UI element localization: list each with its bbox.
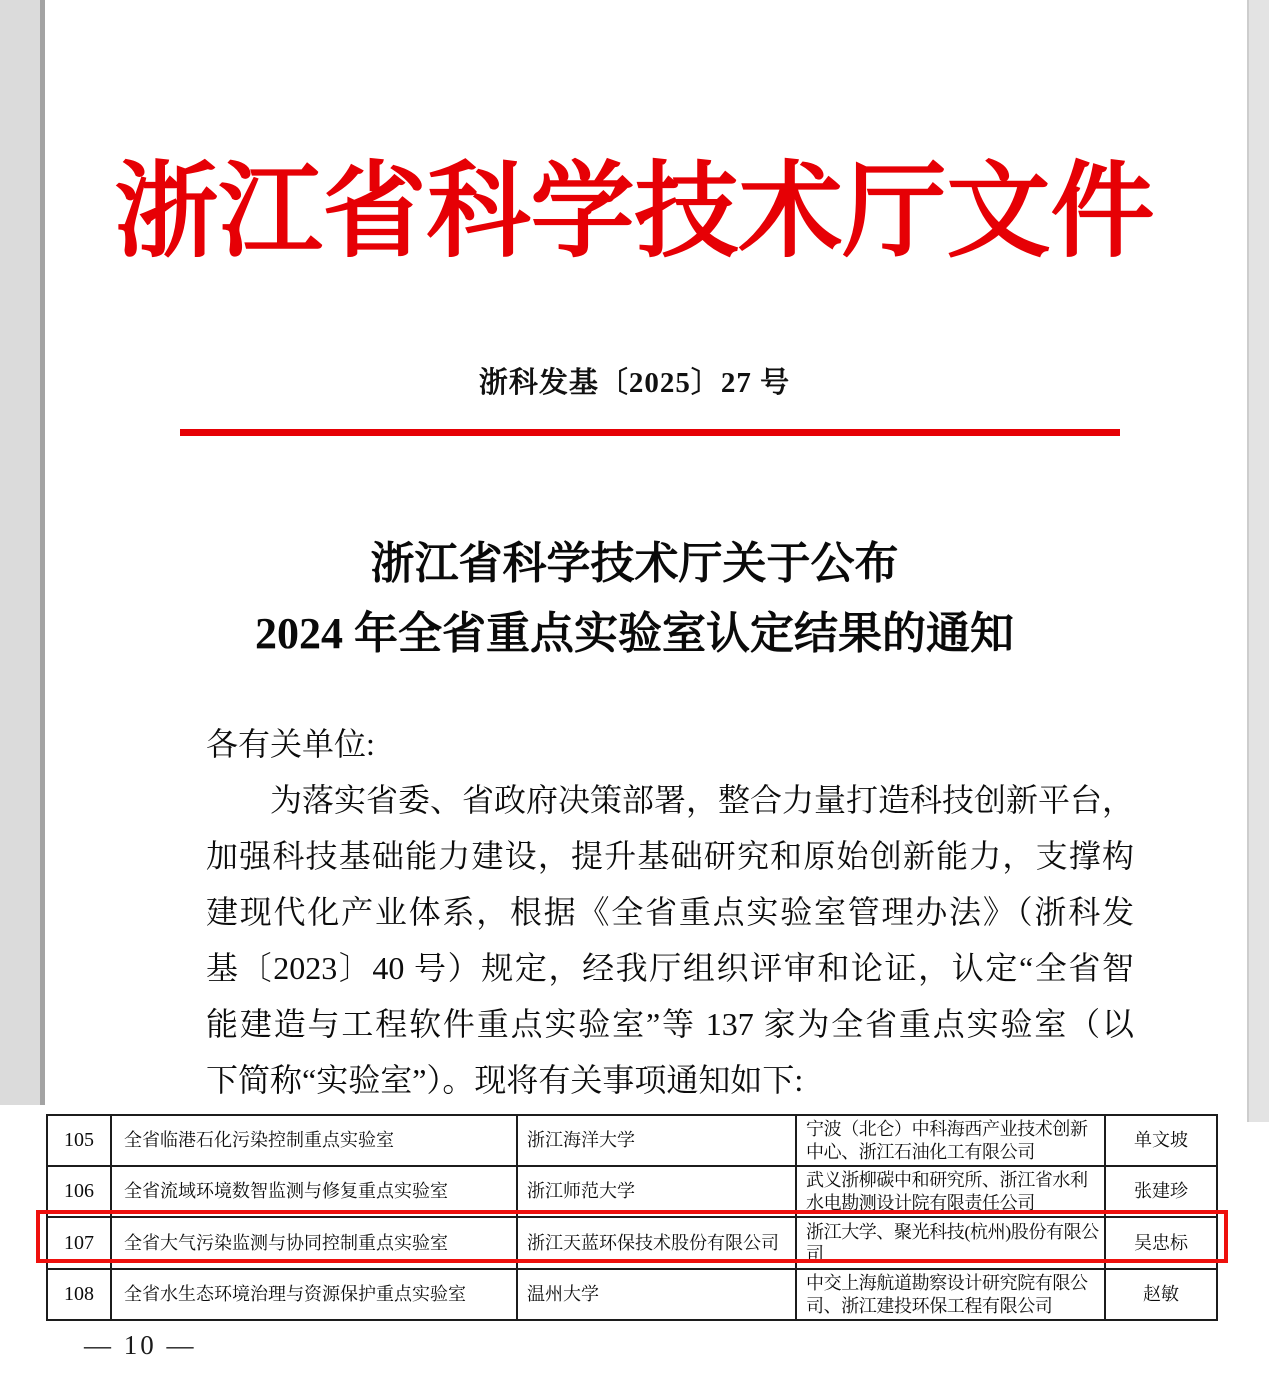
body-line: 为落实省委、省政府决策部署，整合力量打造科技创新平台， <box>270 782 1135 818</box>
body-line: 能建造与工程软件重点实验室”等 137 家为全省重点实验室（以 <box>206 1006 1134 1042</box>
letterhead-red-rule <box>180 429 1120 436</box>
cell-seq: 108 <box>47 1269 111 1320</box>
notice-title-line1: 浙江省科学技术厅关于公布 <box>370 539 899 588</box>
table-row <box>47 1166 1217 1217</box>
document-number: 浙科发基〔2025〕27 号 <box>478 367 791 399</box>
cell-director: 赵敏 <box>1105 1269 1217 1320</box>
body-line: 基〔2023〕40 号）规定，经我厅组织评审和论证，认定“全省智 <box>206 950 1134 986</box>
page-number: — 10 — <box>84 1330 197 1360</box>
letterhead-title: 浙江省科学技术厅文件 <box>114 155 1155 270</box>
notice-body <box>206 716 1134 1108</box>
body-line: 下简称“实验室”）。现将有关事项通知如下: <box>206 1062 804 1098</box>
cell-institution: 浙江海洋大学 <box>517 1115 796 1166</box>
body-line: 建现代化产业体系，根据《全省重点实验室管理办法》（浙科发 <box>206 894 1134 930</box>
cell-partners: 宁波（北仑）中科海西产业技术创新中心、浙江石油化工有限公司 <box>796 1115 1105 1166</box>
cell-seq: 106 <box>47 1166 111 1217</box>
cell-director: 吴忠标 <box>1105 1217 1217 1269</box>
salutation: 各有关单位: <box>206 726 375 762</box>
table-row-highlighted <box>47 1217 1217 1269</box>
cell-lab-name: 全省大气污染监测与协同控制重点实验室 <box>111 1217 517 1269</box>
cell-partners: 中交上海航道勘察设计研究院有限公司、浙江建投环保工程有限公司 <box>796 1269 1105 1320</box>
cell-lab-name: 全省水生态环境治理与资源保护重点实验室 <box>111 1269 517 1320</box>
cell-seq: 105 <box>47 1115 111 1166</box>
cell-partners: 浙江大学、聚光科技(杭州)股份有限公司 <box>796 1217 1105 1269</box>
cell-lab-name: 全省流域环境数智监测与修复重点实验室 <box>111 1166 517 1217</box>
cell-institution: 浙江天蓝环保技术股份有限公司 <box>517 1217 796 1269</box>
cell-director: 单文坡 <box>1105 1115 1217 1166</box>
table-row <box>47 1115 1217 1166</box>
key-labs-table <box>46 1114 1218 1321</box>
cell-institution: 浙江师范大学 <box>517 1166 796 1217</box>
body-line: 加强科技基础能力建设，提升基础研究和原始创新能力，支撑构 <box>206 838 1134 874</box>
cell-partners: 武义浙柳碳中和研究所、浙江省水利水电勘测设计院有限责任公司 <box>796 1166 1105 1217</box>
cell-institution: 温州大学 <box>517 1269 796 1320</box>
cell-seq: 107 <box>47 1217 111 1269</box>
notice-title-line2: 2024 年全省重点实验室认定结果的通知 <box>255 609 1014 658</box>
cell-lab-name: 全省临港石化污染控制重点实验室 <box>111 1115 517 1166</box>
cell-director: 张建珍 <box>1105 1166 1217 1217</box>
table-row <box>47 1269 1217 1320</box>
